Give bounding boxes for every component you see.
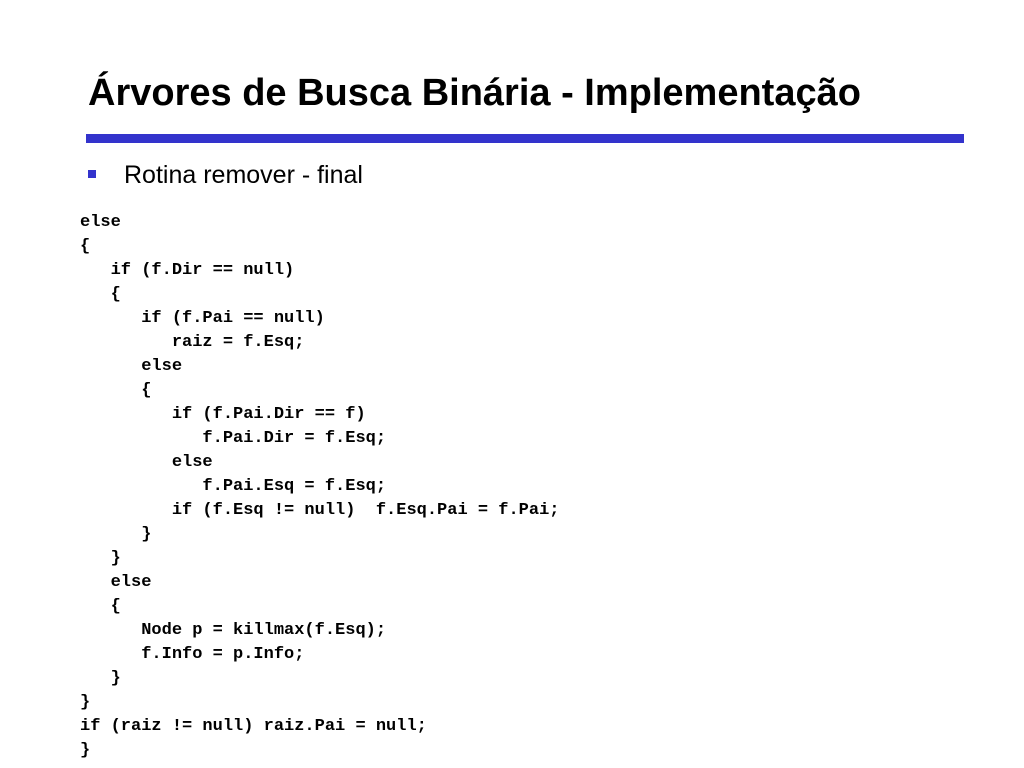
code-line: Node p = killmax(f.Esq); [80, 621, 387, 640]
code-line: f.Pai.Dir = f.Esq; [80, 429, 387, 448]
bullet-text: Rotina remover - final [124, 160, 363, 189]
code-line: else [80, 357, 183, 376]
code-line: if (f.Pai.Dir == f) [80, 405, 366, 424]
code-line: { [80, 285, 121, 304]
code-line: } [80, 525, 152, 544]
slide-title: Árvores de Busca Binária - Implementação [88, 72, 861, 114]
bullet-item [88, 158, 363, 192]
code-line: { [80, 381, 152, 400]
code-line: else [80, 453, 213, 472]
code-line: f.Pai.Esq = f.Esq; [80, 477, 387, 496]
code-line: if (f.Dir == null) [80, 261, 295, 280]
title-underline [86, 134, 964, 143]
code-line: } [80, 693, 91, 712]
code-line: if (f.Esq != null) f.Esq.Pai = f.Pai; [80, 501, 560, 520]
code-block [80, 211, 559, 763]
code-line: { [80, 597, 121, 616]
code-line: } [80, 741, 91, 760]
code-line: } [80, 669, 121, 688]
code-line: raiz = f.Esq; [80, 333, 305, 352]
code-line: else [80, 573, 152, 592]
code-line: { [80, 237, 91, 256]
code-line: else [80, 213, 121, 232]
code-line: f.Info = p.Info; [80, 645, 305, 664]
code-line: if (f.Pai == null) [80, 309, 325, 328]
code-line: } [80, 549, 121, 568]
square-bullet-icon [88, 170, 96, 178]
code-line: if (raiz != null) raiz.Pai = null; [80, 717, 427, 736]
